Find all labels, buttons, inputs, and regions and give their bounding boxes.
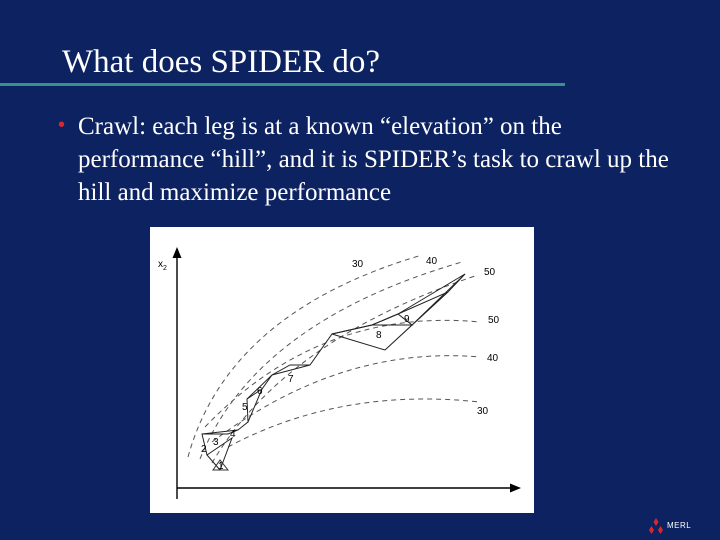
step-label-4: 4 bbox=[230, 429, 236, 440]
title-underline bbox=[0, 83, 565, 86]
contour-label-outer-40: 40 bbox=[426, 256, 438, 267]
contour-label-inner-30: 30 bbox=[477, 406, 489, 417]
step-label-2: 2 bbox=[201, 444, 207, 455]
step-label-7: 7 bbox=[288, 374, 294, 385]
spider-crawl-path bbox=[202, 274, 465, 470]
slide-title: What does SPIDER do? bbox=[62, 44, 381, 80]
contour-label-inner-50: 50 bbox=[488, 315, 500, 326]
logo-text: MERL bbox=[667, 521, 692, 530]
step-label-9: 9 bbox=[404, 314, 410, 325]
contour-label-outer-30: 30 bbox=[352, 259, 364, 270]
contour-label-outer-50: 50 bbox=[484, 267, 496, 278]
x-axis-arrow bbox=[510, 484, 521, 493]
three-diamonds-logo-icon bbox=[647, 517, 665, 535]
bullet-text: Crawl: each leg is at a known “elevation” on the performance “hill”, and it is SPIDER’s task to crawl up the hill and maximize performance bbox=[78, 113, 669, 206]
contour-label-inner-40: 40 bbox=[487, 353, 499, 364]
step-label-6: 6 bbox=[257, 386, 263, 397]
bullet-marker: • bbox=[58, 114, 66, 136]
spider-cross-links bbox=[202, 274, 465, 470]
spider-contour-diagram bbox=[150, 227, 534, 513]
y-axis-arrow bbox=[173, 247, 182, 258]
step-label-5: 5 bbox=[242, 402, 248, 413]
step-label-3: 3 bbox=[213, 437, 219, 448]
merl-logo bbox=[647, 517, 717, 535]
contour-outer-50 bbox=[212, 275, 478, 463]
step-label-1: 1 bbox=[218, 461, 224, 472]
step-label-8: 8 bbox=[376, 330, 382, 341]
contour-outer-30 bbox=[188, 255, 422, 457]
y-axis-label: $x_2$ bbox=[158, 259, 167, 272]
